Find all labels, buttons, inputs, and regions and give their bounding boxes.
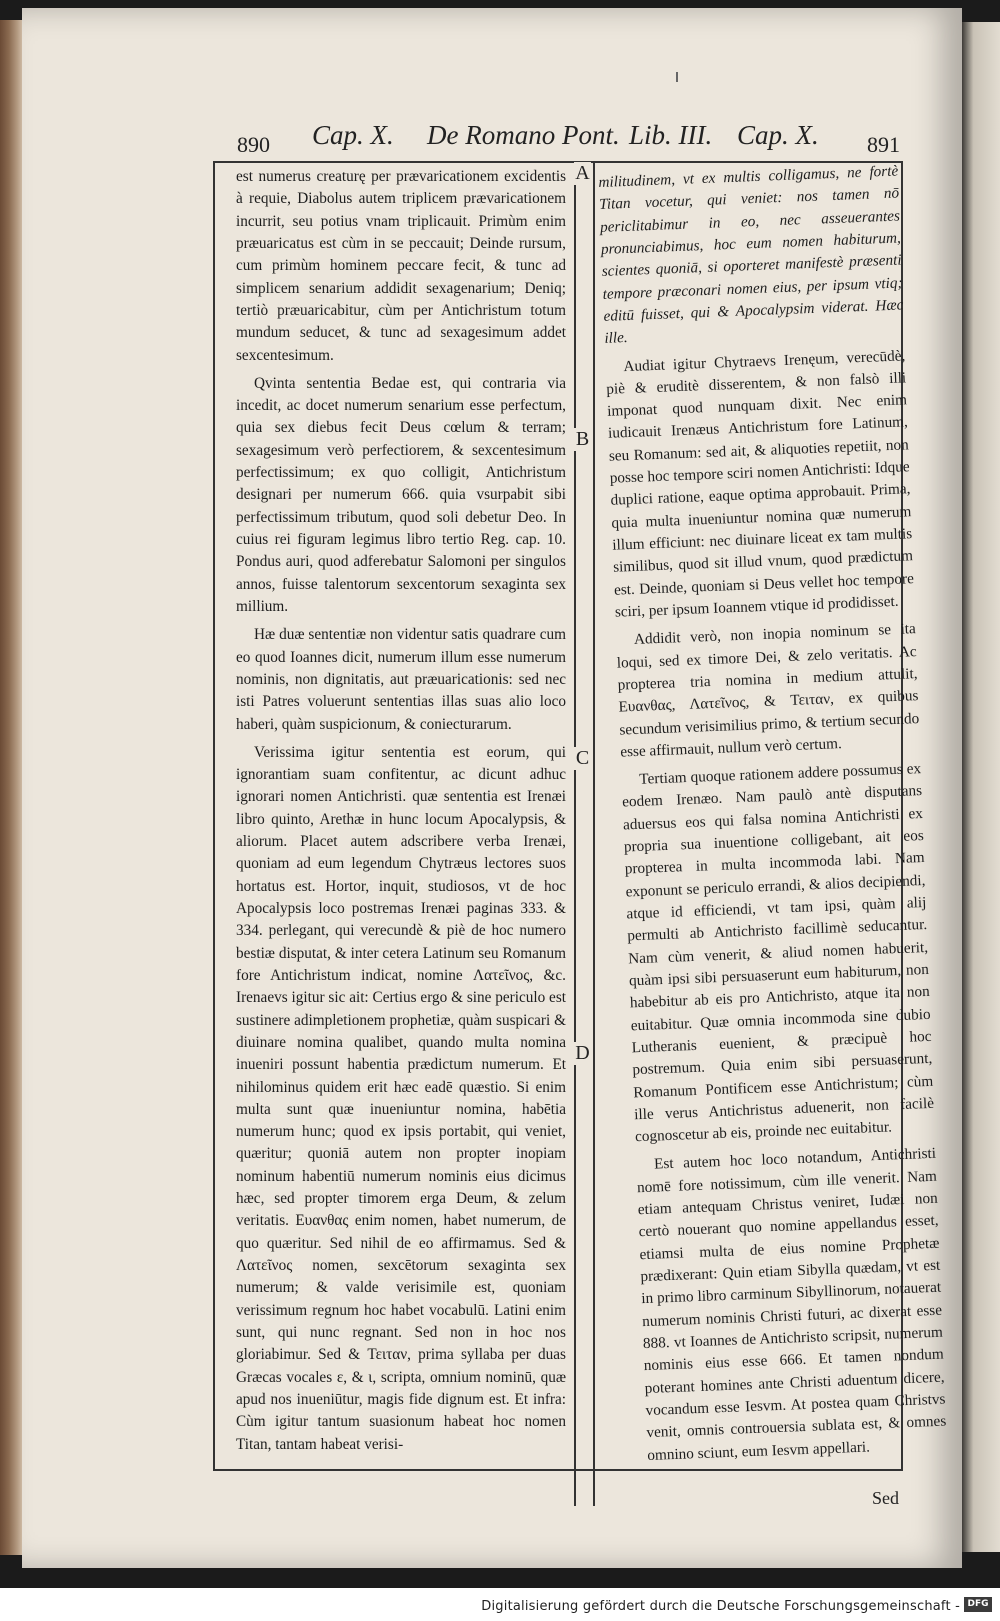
header-title: De Romano Pont. (427, 120, 620, 150)
page-mark (676, 72, 678, 82)
paragraph: Tertiam quoque rationem addere possumus ex eodem Irenæo. Nam paulò antè disputans aduersus eos qui falsa nomina Antichristi ex propria sua inuentione colligebant, ait eos propterea in multa incommoda labi. Nam exponunt se periculo errandi, & alios decipiendi, atque id efficiendi, vt tam ipsi, quàm alij permulti ab Antichristo facillimè seducantur. Nam cùm venerit, & aliud nomen habuerit, quàm ipsi sibi persuaserunt eum habiturum, non habebitur ab eis pro Antichristo, atque ita non euitabitur. Quæ omnia incommoda sine dubio Lutheranis euenient, & præcipuè hoc postremum. Quia enim sibi persuaserunt, Romanum Pontificem esse Antichristum; cùm ille verus Antichristus aduenerit, non facilè cognoscetur ab eis, proinde nec euitabitur. (621, 760, 935, 1146)
facing-page-edge (962, 22, 1000, 1552)
paragraph: militudinem, vt ex multis colligamus, ne fortè Titan vocetur, qui veniet: nos tamen nō periclitabimur in eo, nec asseuerantes pronunciabimus, hoc eum nomen habiturum, scientes quoniā, si oporteret manifestè præsenti tempore præconari nomen eius, per ipsum vtiq; editū fuisset, qui & Apocalypsim viderat. Hæc ille. (598, 162, 904, 348)
margin-letter-d: D (575, 1042, 590, 1064)
margin-letter-c: C (575, 747, 590, 769)
catchword: Sed (872, 1488, 899, 1508)
paragraph: Verissima igitur sententia est eorum, qui ignorantiam suam confitentur, ac dicunt adhuc ignorari nomen Antichristi. quæ sententia est Irenæi libro quinto, Arethæ in hunc locum Apocalypsis, & aliorum. Placet autem adscribere verba Irenæi, quoniam ad eum legendum Chytræus lectores suos hortatus est. Hortor, inquit, studiosos, vt de hoc Apocalypsis loco postremas Irenæi paginas 333. & 334. perlegant, qui verecundè & piè de hoc numero bestiæ disputat, & inter cetera Latinum seu Romanum fore Antichristum indicat, nomine Λατεῖνος, &c. Irenaevs igitur sic ait: Certius ergo & sine periculo est sustinere adimpletionem prophetiæ, quàm suspicari & diuinare nomina qualibet, quando multa nomina inueniri possunt habentia prædictum numerum. Et nihilominus quidem erit hæc eadē quæstio. Si enim multa sunt quæ inueniuntur nomina, habētia numerum hunc; quod ex ipsis portabit, qui veniet, quæritur; quoniā autem non propter inopiam nominum habentiū numerum nominis eius dicimus hæc, sed propter timorem erga Deum, & zelum veritatis. Ευανθας enim nomen, habet numerum, de quo quæritur. Sed nihil de eo affirmamus. Sed & Λατεῖνος nomen, sexcētorum sexaginta sex numerum; & valde verisimile est, quoniam verissimum regnum hoc habet vocabulū. Latini enim sunt, qui nunc regnant. Sed non in hoc nos gloriabimur. Sed & Τειταν, prima syllaba per duas Græcas vocales ε, & ι, scripta, omnium nominū, quæ apud nos inueniūtur, magis fide dignum est. Et infra: Cùm igitur tantum suasionum habeat hoc nomen Titan, tantam habeat verisi- (236, 743, 566, 1453)
column-divider (574, 161, 595, 1506)
right-column (598, 160, 948, 1472)
paragraph: Addidit verò, non inopia nominum se ita loqui, sed ex timore Dei, & zelo veritatis. Ac propterea tria nomina in medium attulit, Ευανθας, Λατεῖνος, & Τειταν, ex quibus secundum verisimilius primo, & tertium secundo esse affirmauit, nullum verò certum. (616, 620, 920, 761)
page-number-left: 890 (237, 132, 270, 157)
paragraph: est numerus creaturę per prævaricationem excidentis à requie, Diabolus autem triplicem prævaricationem incurrit, seu potius vnam triplicauit. Primùm enim præuaricatus est cùm in se peccauit; Deinde rursum, cum primùm hominem peccare fecit, & tunc ad simplicem senarium addidit sexagenarium; Deniq; tertiò præuaricabitur, cùm per Antichristum totum mundum seducet, & tunc ad sexagesimum addet sexcentesimum. (236, 168, 566, 364)
footer-credit: Digitalisierung gefördert durch die Deutsche Forschungsgemeinschaft - (481, 1599, 960, 1614)
left-column (236, 166, 566, 1462)
paragraph: Qvinta sententia Bedae est, qui contraria via incedit, ac docet numerum senarium esse perfectum, quia sex diebus fecit Deus cœlum & terram; sexagesimum verò perfectiorem, & sexcentesimum perfectissimum; ex quo colligit, Antichristum designari per numerum 666. quia vsurpabit sibi perfectissimum tributum, quod soli debetur Deo. In cuius rei figuram legimus libro tertio Reg. cap. 10. Pondus auri, quod adferebatur Salomoni per singulos annos, fuisse talentorum sexcentorum sexaginta sex millium. (236, 374, 566, 615)
paragraph: Hæ duæ sententiæ non videntur satis quadrare cum eo quod Ioannes dicit, numerum illum esse numerum nominis, non dignitatis, aut præuaricationis: sed nec isti Patres voluerunt sententias illas suas alio loco haberi, quàm suspicionum, & coniecturarum. (236, 626, 566, 733)
header-book: Lib. III. (629, 120, 713, 150)
margin-letter-a: A (575, 162, 590, 184)
running-header (237, 120, 902, 156)
book-edge (0, 20, 22, 1555)
dfg-logo: DFG (964, 1597, 992, 1612)
margin-letter-b: B (575, 428, 590, 450)
paragraph: Audiat igitur Chytraevs Irenęum, verecūdè, piè & eruditè disserentem, & non falsò illi imponat quod nunquam dixit. Nec enim iudicauit Irenæus Antichristum fore Latinum, seu Romanum: sed ait, & aliquoties repetiit, non posse hoc tempore sciri nomen Antichristi: Idque duplici ratione, eaque optima approbauit. Prima, quia multa inueniuntur nomina quæ numerum illum efficiunt: nec diuinare liceat ex tam multis similibus, quod sit illud vnum, quod prædictum est. Deinde, quoniam si Deus vellet hoc tempore sciri, per ipsum Ioannem vtique id prodidisset. (606, 346, 915, 621)
page-number-right: 891 (867, 132, 900, 157)
header-chapter-left: Cap. X. (312, 120, 394, 150)
paragraph: Est autem hoc loco notandum, Antichristi nomē fore notissimum, cùm ille venerit. Nam etiam antequam Christus veniret, Iudæi non certò nouerant quo nomine appellandus esset, etiamsi multa de eius nomine Prophetæ prædixerant: Quin etiam Sibylla quædam, vt est in primo libro carminum Sibyllinorum, notauerat numerum nominis Christi futuri, ac dixerat esse 888. vt Ioannes de Antichristo scripsit, numerum nominis eius esse 666. Et tamen nondum poterant homines ante Christi aduentum dicere, vocandum esse Iesvm. At postea quam Christvs venit, omnis controuersia sublata est, & omnes omnino sciunt, eum Iesvm appellari. (636, 1145, 947, 1464)
header-chapter-right: Cap. X. (737, 120, 819, 150)
footer-bar (0, 1588, 1000, 1621)
